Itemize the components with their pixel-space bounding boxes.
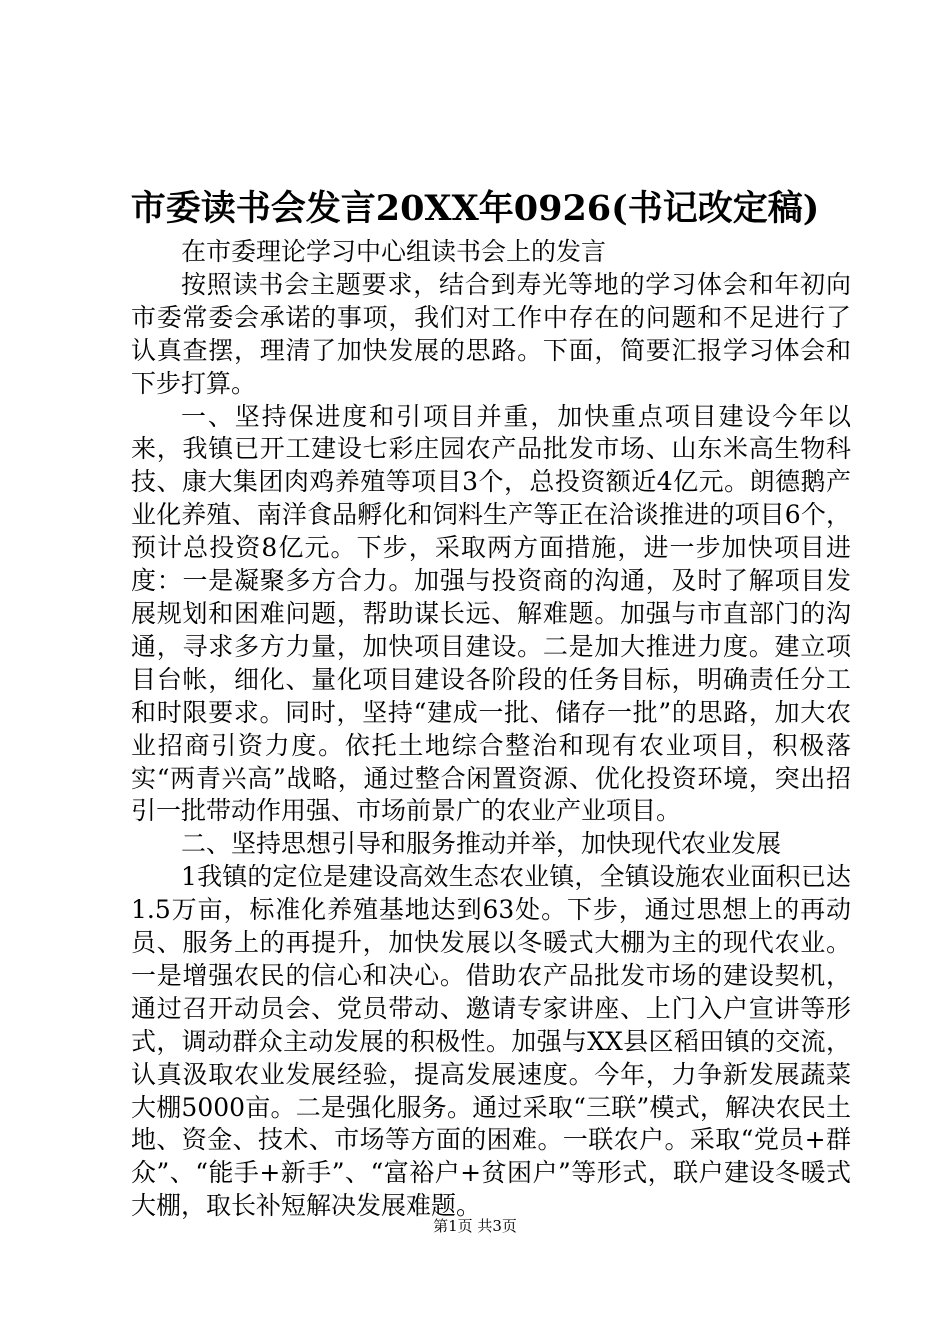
paragraph-intro: 按照读书会主题要求，结合到寿光等地的学习体会和年初向市委常委会承诺的事项，我们对工作中存在的问题和不足进行了认真查摆，理清了加快发展的思路。下面，简要汇报学习体会和下步打算。 [131, 269, 851, 398]
document-body [131, 236, 851, 1223]
page-number-footer: 第1页 共3页 [433, 1217, 517, 1235]
section-2-heading: 二、坚持思想引导和服务推动并举，加快现代农业发展 [181, 829, 782, 859]
paragraph-section-1: 一、坚持保进度和引项目并重，加快重点项目建设今年以来，我镇已开工建设七彩庄园农产品批发市场、山东米高生物科技、康大集团肉鸡养殖等项目3个，总投资额近4亿元。朗德鹅产业化养殖、南洋食品孵化和饲料生产等正在洽谈推进的项目6个，预计总投资8亿元。下步，采取两方面措施，进一步加快项目进度：一是凝聚多方合力。加强与投资商的沟通，及时了解项目发展规划和困难问题，帮助谋长远、解难题。加强与市直部门的沟通，寻求多方力量，加快项目建设。二是加大推进力度。建立项目台帐，细化、量化项目建设各阶段的任务目标，明确责任分工和时限要求。同时，坚持“建成一批、储存一批”的思路，加大农业招商引资力度。依托土地综合整治和现有农业项目，积极落实“两青兴高”战略，通过整合闲置资源、优化投资环境，突出招引一批带动作用强、市场前景广的农业产业项目。 [131, 401, 851, 826]
paragraph-section-2: 1我镇的定位是建设高效生态农业镇，全镇设施农业面积已达1.5万亩，标准化养殖基地达到63处。下步，通过思想上的再动员、服务上的再提升，加快发展以冬暖式大棚为主的现代农业。一是增强农民的信心和决心。借助农产品批发市场的建设契机，通过召开动员会、党员带动、邀请专家讲座、上门入户宣讲等形式，调动群众主动发展的积极性。加强与XX县区稻田镇的交流，认真汲取农业发展经验，提高发展速度。今年，力争新发展蔬菜大棚5000亩。二是强化服务。通过采取“三联”模式，解决农民土地、资金、技术、市场等方面的困难。一联农户。采取“党员+群众”、“能手+新手”、“富裕户+贫困户”等形式，联户建设冬暖式大棚，取长补短解决发展难题。 [131, 862, 851, 1221]
document-subtitle: 在市委理论学习中心组读书会上的发言 [181, 237, 607, 266]
document-title: 市委读书会发言20XX年0926(书记改定稿) [130, 188, 820, 229]
